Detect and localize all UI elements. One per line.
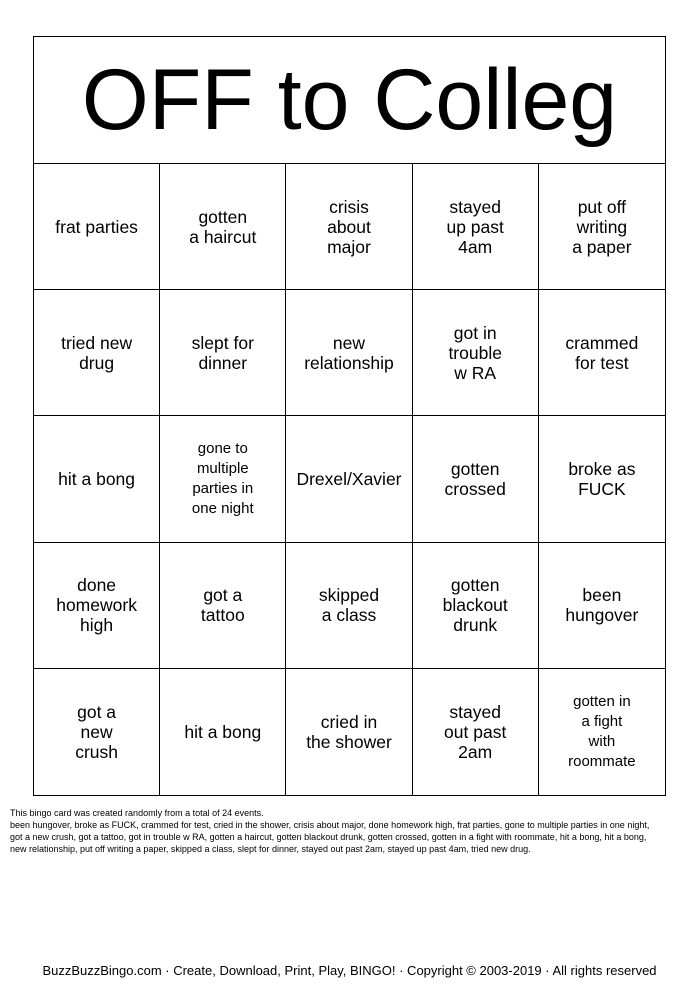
bingo-cell: been hungover (539, 543, 665, 669)
copyright-footer: BuzzBuzzBingo.com · Create, Download, Print, Play, BINGO! · Copyright © 2003-2019 · All rights reserved (42, 963, 657, 978)
events-note (10, 807, 692, 855)
bingo-cell: hit a bong (34, 416, 160, 542)
bingo-cell: skipped a class (286, 543, 412, 669)
bingo-cell: gotten blackout drunk (413, 543, 539, 669)
bingo-grid (34, 164, 665, 795)
card-title-cell (34, 37, 665, 164)
bingo-cell: cried in the shower (286, 669, 412, 795)
bingo-cell: stayed out past 2am (413, 669, 539, 795)
card-title: OFF to Colleg (81, 52, 618, 148)
events-note-line: got a new crush, got a tattoo, got in trouble w RA, gotten a haircut, gotten blackout drunk, gotten crossed, gotten in a fight with roommate, hit a bong, hit a bong, (10, 832, 647, 842)
bingo-cell: broke as FUCK (539, 416, 665, 542)
bingo-cell: gotten crossed (413, 416, 539, 542)
bingo-cell: crisis about major (286, 164, 412, 290)
bingo-cell: got a tattoo (160, 543, 286, 669)
bingo-cell: gone to multiple parties in one night (160, 416, 286, 542)
bingo-cell: tried new drug (34, 290, 160, 416)
bingo-cell: stayed up past 4am (413, 164, 539, 290)
events-note-line: been hungover, broke as FUCK, crammed for test, cried in the shower, crisis about major, done homework high, frat parties, gone to multiple parties in one night, (10, 820, 650, 830)
bingo-cell: got in trouble w RA (413, 290, 539, 416)
bingo-cell: crammed for test (539, 290, 665, 416)
bingo-cell: slept for dinner (160, 290, 286, 416)
bingo-cell: put off writing a paper (539, 164, 665, 290)
bingo-cell: hit a bong (160, 669, 286, 795)
bingo-cell: got a new crush (34, 669, 160, 795)
bingo-cell: frat parties (34, 164, 160, 290)
bingo-card (33, 36, 666, 796)
events-note-line: This bingo card was created randomly from a total of 24 events. (10, 808, 264, 818)
bingo-cell: done homework high (34, 543, 160, 669)
bingo-cell: gotten a haircut (160, 164, 286, 290)
bingo-cell: Drexel/Xavier (286, 416, 412, 542)
bingo-cell: gotten in a fight with roommate (568, 692, 636, 770)
bingo-cell: new relationship (286, 290, 412, 416)
events-note-line: new relationship, put off writing a paper, skipped a class, slept for dinner, stayed out past 2am, stayed up past 4am, tried new drug. (10, 844, 531, 854)
